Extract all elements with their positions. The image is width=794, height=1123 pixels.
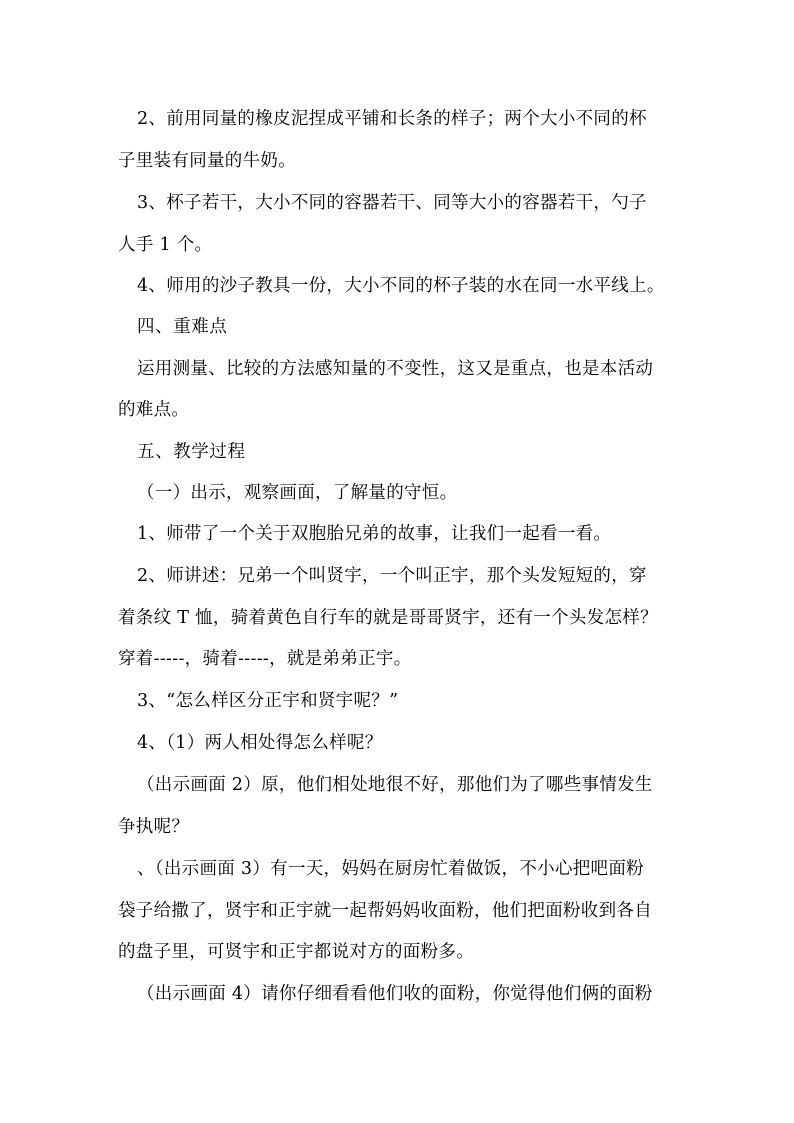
paragraph-line: 人手 1 个。: [118, 235, 213, 255]
paragraph-line: 着条纹 T 恤，骑着黄色自行车的就是哥哥贤宇，还有一个头发怎样？: [118, 608, 658, 628]
paragraph-line: 2、前用同量的橡皮泥捏成平铺和长条的样子；两个大小不同的杯: [137, 109, 647, 129]
paragraph-line: 4、师用的沙子教具一份，大小不同的杯子装的水在同一水平线上。: [137, 276, 665, 296]
paragraph-line: 穿着-----，骑着-----，就是弟弟正宇。: [118, 649, 412, 669]
paragraph-line: 4、（1）两人相处得怎么样呢？: [137, 733, 383, 753]
paragraph-line: 1、师带了一个关于双胞胎兄弟的故事，让我们一起看一看。: [137, 524, 612, 544]
paragraph-line: （出示画面 4）请你仔细看看他们收的面粉，你觉得他们俩的面粉: [137, 984, 653, 1004]
section-heading: 五、教学过程: [137, 442, 246, 462]
paragraph-line: 3、“怎么样区分正宇和贤宇呢？”: [137, 691, 399, 711]
paragraph-line: 子里装有同量的牛奶。: [118, 151, 296, 171]
paragraph-line: 2、师讲述：兄弟一个叫贤宇，一个叫正宇，那个头发短短的，穿: [137, 566, 647, 586]
section-heading: 四、重难点: [137, 317, 228, 337]
paragraph-line: 袋子给撒了，贤宇和正宇就一起帮妈妈收面粉，他们把面粉收到各自: [118, 901, 652, 921]
subsection-heading: （一）出示，观察画面，了解量的守恒。: [137, 483, 458, 503]
paragraph-line: 的难点。: [118, 400, 190, 420]
paragraph-line: （出示画面 2）原，他们相处地很不好，那他们为了哪些事情发生: [137, 775, 653, 795]
paragraph-line: 争执呢？: [118, 817, 190, 837]
paragraph-line: 、（出示画面 3）有一天，妈妈在厨房忙着做饭，不小心把吧面粉: [137, 859, 644, 879]
paragraph-line: 的盘子里，可贤宇和正宇都说对方的面粉多。: [118, 942, 474, 962]
paragraph-line: 运用测量、比较的方法感知量的不变性，这又是重点，也是本活动: [137, 359, 654, 379]
paragraph-line: 3、杯子若干，大小不同的容器若干、同等大小的容器若干，勺子: [137, 193, 647, 213]
